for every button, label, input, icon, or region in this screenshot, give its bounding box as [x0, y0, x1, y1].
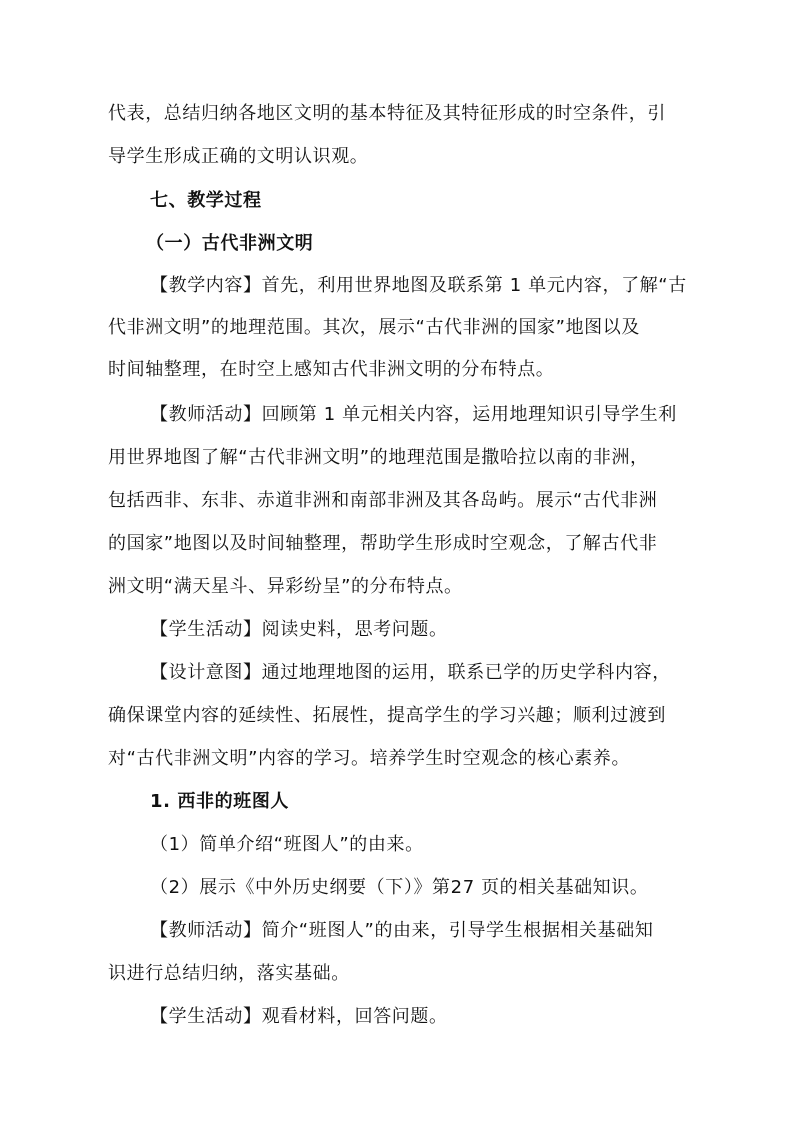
body-text-line: 用世界地图了解“古代非洲文明”的地理范围是撒哈拉以南的非洲，	[108, 447, 649, 468]
body-text-line: 代表，总结归纳各地区文明的基本特征及其特征形成的时空条件，引	[108, 103, 666, 124]
teacher-activity-paragraph: 【教师活动】回顾第 1 单元相关内容，运用地理知识引导学生利	[150, 404, 677, 425]
body-text-line: 确保课堂内容的延续性、拓展性，提高学生的学习兴趣；顺利过渡到	[108, 705, 666, 726]
body-text-line: 的国家”地图以及时间轴整理，帮助学生形成时空观念，了解古代非	[108, 533, 658, 554]
design-intent-paragraph: 【设计意图】通过地理地图的运用，联系已学的历史学科内容，	[150, 662, 671, 683]
subsection-heading: （一）古代非洲文明	[146, 233, 314, 254]
body-text-line: 对“古代非洲文明”内容的学习。培养学生时空观念的核心素养。	[108, 748, 631, 769]
list-item: （2）展示《中外历史纲要（下）》第27 页的相关基础知识。	[150, 877, 649, 898]
student-activity-paragraph: 【学生活动】阅读史料，思考问题。	[150, 619, 448, 640]
teaching-content-paragraph: 【教学内容】首先，利用世界地图及联系第 1 单元内容，了解“古	[150, 275, 687, 296]
section-heading: 七、教学过程	[150, 190, 262, 211]
body-text-line: 包括西非、东非、赤道非洲和南部非洲及其各岛屿。展示“古代非洲	[108, 490, 658, 511]
body-text-line: 代非洲文明”的地理范围。其次，展示“古代非洲的国家”地图以及	[108, 317, 640, 338]
body-text-line: 时间轴整理，在时空上感知古代非洲文明的分布特点。	[108, 359, 555, 380]
body-text-line: 导学生形成正确的文明认识观。	[108, 146, 369, 167]
numbered-heading: 1. 西非的班图人	[150, 791, 290, 812]
body-text-line: 识进行总结归纳，落实基础。	[108, 963, 350, 984]
body-text-line: 洲文明“满天星斗、异彩纷呈”的分布特点。	[108, 576, 463, 597]
student-activity-paragraph: 【学生活动】观看材料，回答问题。	[150, 1006, 448, 1027]
teacher-activity-paragraph: 【教师活动】简介“班图人”的由来，引导学生根据相关基础知	[150, 920, 654, 941]
list-item: （1）简单介绍“班图人”的由来。	[150, 834, 424, 855]
